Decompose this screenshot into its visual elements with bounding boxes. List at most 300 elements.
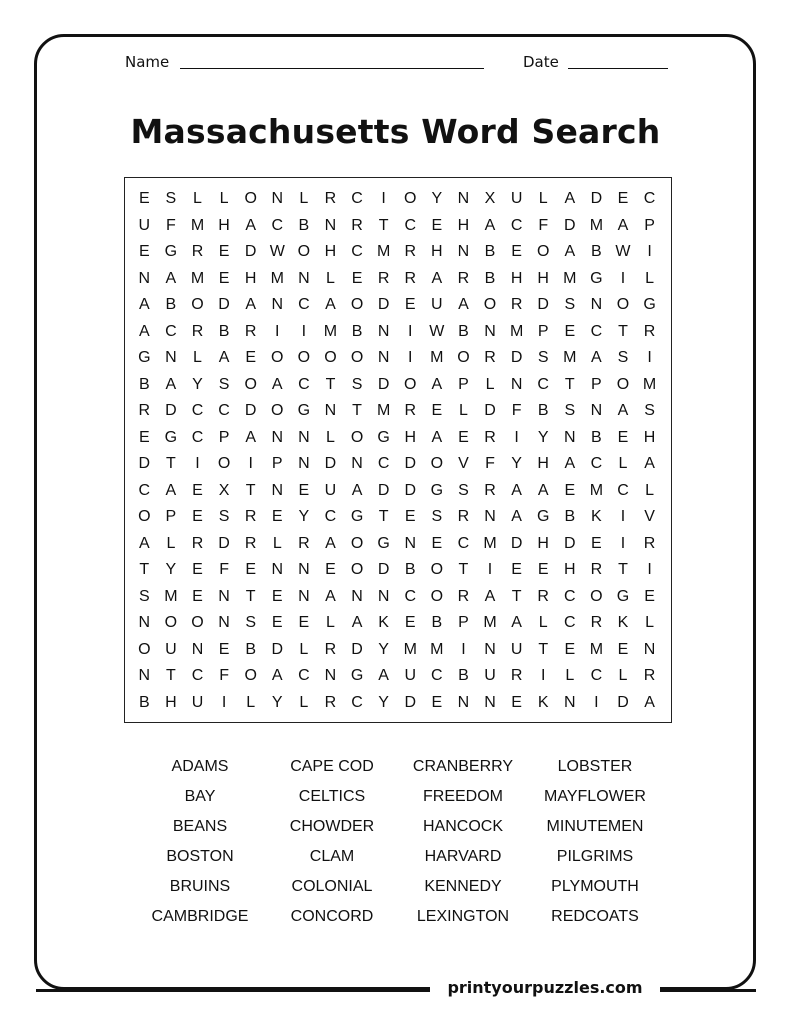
grid-letter[interactable]: V <box>458 455 469 472</box>
grid-letter[interactable]: W <box>269 243 285 260</box>
grid-letter[interactable]: B <box>431 614 443 631</box>
grid-letter[interactable]: I <box>195 455 200 472</box>
grid-letter[interactable]: R <box>404 243 417 260</box>
grid-letter[interactable]: N <box>564 428 576 446</box>
grid-letter[interactable]: E <box>138 243 150 260</box>
grid-letter[interactable]: S <box>537 349 549 366</box>
grid-letter[interactable]: A <box>165 481 177 499</box>
grid-letter[interactable]: M <box>483 534 497 552</box>
grid-letter[interactable]: D <box>244 243 257 260</box>
grid-letter[interactable]: N <box>404 534 417 552</box>
grid-letter[interactable]: A <box>511 614 522 631</box>
grid-letter[interactable]: N <box>564 693 576 711</box>
grid-letter[interactable]: N <box>298 269 310 287</box>
grid-letter[interactable]: R <box>404 402 417 419</box>
grid-letter[interactable]: G <box>164 243 178 260</box>
grid-letter[interactable]: O <box>430 561 444 578</box>
grid-letter[interactable]: O <box>350 561 364 578</box>
grid-letter[interactable]: D <box>165 402 177 419</box>
grid-letter[interactable]: X <box>218 481 230 499</box>
grid-letter[interactable]: L <box>618 667 628 684</box>
grid-letter[interactable]: M <box>376 243 391 260</box>
grid-letter[interactable]: O <box>244 190 257 207</box>
grid-letter[interactable]: E <box>431 216 443 234</box>
grid-letter[interactable]: E <box>511 561 522 578</box>
grid-letter[interactable]: L <box>272 534 282 552</box>
grid-letter[interactable]: L <box>645 614 655 631</box>
grid-letter[interactable]: D <box>564 534 576 552</box>
grid-letter[interactable]: E <box>458 428 469 446</box>
grid-letter[interactable]: R <box>191 243 204 260</box>
grid-letter[interactable]: S <box>351 375 363 393</box>
grid-letter[interactable]: L <box>458 402 468 419</box>
grid-letter[interactable]: N <box>457 190 470 207</box>
grid-letter[interactable]: B <box>404 561 416 578</box>
grid-letter[interactable]: E <box>617 190 629 207</box>
grid-letter[interactable]: N <box>218 614 230 631</box>
grid-letter[interactable]: L <box>219 190 229 207</box>
grid-letter[interactable]: D <box>404 481 417 499</box>
grid-letter[interactable]: B <box>351 322 363 340</box>
grid-letter[interactable]: C <box>191 402 204 419</box>
grid-letter[interactable]: D <box>617 693 629 711</box>
grid-letter[interactable]: G <box>536 508 550 525</box>
grid-letter[interactable]: F <box>538 216 549 234</box>
grid-letter[interactable]: C <box>431 667 443 684</box>
grid-letter[interactable]: E <box>192 508 203 525</box>
grid-letter[interactable]: C <box>298 375 310 393</box>
grid-letter[interactable]: E <box>351 269 363 287</box>
grid-letter[interactable]: M <box>589 216 604 234</box>
grid-letter[interactable]: O <box>324 349 337 366</box>
grid-letter[interactable]: F <box>219 667 229 684</box>
grid-letter[interactable]: I <box>647 349 652 366</box>
grid-letter[interactable]: A <box>511 481 522 499</box>
grid-letter[interactable]: R <box>244 508 257 525</box>
grid-letter[interactable]: I <box>408 322 413 340</box>
grid-letter[interactable]: B <box>165 296 177 313</box>
grid-letter[interactable]: R <box>643 322 656 340</box>
grid-letter[interactable]: A <box>484 587 496 605</box>
grid-letter[interactable]: C <box>351 243 363 260</box>
grid-letter[interactable]: O <box>350 428 364 446</box>
grid-letter[interactable]: D <box>351 640 363 658</box>
grid-letter[interactable]: R <box>404 269 417 287</box>
grid-letter[interactable]: C <box>564 614 576 631</box>
grid-letter[interactable]: N <box>484 693 496 711</box>
grid-letter[interactable]: A <box>325 296 336 313</box>
grid-letter[interactable]: E <box>192 587 203 605</box>
grid-letter[interactable]: N <box>165 349 177 366</box>
grid-letter[interactable]: N <box>377 322 390 340</box>
grid-letter[interactable]: R <box>244 322 257 340</box>
grid-letter[interactable]: D <box>377 481 390 499</box>
grid-letter[interactable]: P <box>271 455 283 472</box>
grid-letter[interactable]: E <box>617 428 629 446</box>
grid-letter[interactable]: P <box>218 428 230 446</box>
grid-letter[interactable]: R <box>138 402 151 419</box>
grid-letter[interactable]: R <box>298 534 310 552</box>
grid-letter[interactable]: A <box>431 269 443 287</box>
grid-letter[interactable]: C <box>457 534 470 552</box>
grid-letter[interactable]: O <box>430 587 444 605</box>
grid-letter[interactable]: E <box>431 402 443 419</box>
grid-letter[interactable]: G <box>430 481 444 499</box>
grid-letter[interactable]: N <box>271 296 284 313</box>
grid-letter[interactable]: N <box>138 667 151 684</box>
grid-letter[interactable]: I <box>647 561 652 578</box>
grid-letter[interactable]: G <box>350 508 364 525</box>
grid-letter[interactable]: R <box>484 428 496 446</box>
grid-letter[interactable]: N <box>510 375 523 393</box>
grid-letter[interactable]: E <box>245 349 256 366</box>
grid-letter[interactable]: O <box>164 614 178 631</box>
grid-letter[interactable]: I <box>514 428 519 446</box>
grid-letter[interactable]: A <box>511 508 522 525</box>
grid-letter[interactable]: P <box>537 322 549 340</box>
grid-letter[interactable]: F <box>166 216 176 234</box>
grid-letter[interactable]: A <box>617 216 629 234</box>
grid-letter[interactable]: G <box>164 428 178 446</box>
grid-letter[interactable]: M <box>642 375 657 393</box>
grid-letter[interactable]: D <box>404 455 417 472</box>
grid-letter[interactable]: D <box>537 296 549 313</box>
grid-letter[interactable]: A <box>537 481 549 499</box>
grid-letter[interactable]: L <box>645 481 655 499</box>
grid-letter[interactable]: P <box>644 216 655 234</box>
grid-letter[interactable]: R <box>351 216 363 234</box>
grid-letter[interactable]: Y <box>537 428 549 446</box>
grid-letter[interactable]: L <box>485 375 495 393</box>
grid-letter[interactable]: S <box>165 190 177 207</box>
grid-letter[interactable]: F <box>511 402 522 419</box>
grid-letter[interactable]: E <box>192 481 203 499</box>
grid-letter[interactable]: Y <box>298 508 310 525</box>
grid-letter[interactable]: C <box>590 322 603 340</box>
grid-letter[interactable]: D <box>510 534 523 552</box>
grid-letter[interactable]: A <box>138 534 150 552</box>
grid-letter[interactable]: L <box>326 614 335 631</box>
grid-letter[interactable]: L <box>326 269 335 287</box>
grid-letter[interactable]: H <box>244 269 257 287</box>
grid-letter[interactable]: C <box>590 667 603 684</box>
grid-letter[interactable]: C <box>617 481 629 499</box>
grid-letter[interactable]: N <box>298 587 310 605</box>
grid-letter[interactable]: E <box>404 508 416 525</box>
grid-letter[interactable]: N <box>298 561 310 578</box>
grid-letter[interactable]: C <box>298 296 310 313</box>
grid-letter[interactable]: L <box>618 455 628 472</box>
grid-letter[interactable]: L <box>565 667 575 684</box>
grid-letter[interactable]: E <box>192 561 203 578</box>
grid-letter[interactable]: N <box>484 508 496 525</box>
grid-letter[interactable]: U <box>191 693 204 711</box>
grid-letter[interactable]: N <box>271 561 284 578</box>
grid-letter[interactable]: L <box>246 693 256 711</box>
grid-letter[interactable]: O <box>590 587 603 605</box>
grid-letter[interactable]: N <box>298 428 310 446</box>
grid-letter[interactable]: H <box>324 243 337 260</box>
grid-letter[interactable]: N <box>377 587 390 605</box>
grid-letter[interactable]: O <box>297 349 311 366</box>
grid-letter[interactable]: E <box>511 693 522 711</box>
grid-letter[interactable]: A <box>245 296 256 313</box>
grid-letter[interactable]: C <box>537 375 549 393</box>
grid-letter[interactable]: N <box>351 455 363 472</box>
grid-letter[interactable]: R <box>324 693 337 711</box>
grid-letter[interactable]: T <box>618 561 628 578</box>
grid-letter[interactable]: N <box>271 190 284 207</box>
grid-letter[interactable]: U <box>165 640 177 658</box>
grid-letter[interactable]: Y <box>431 190 443 207</box>
grid-letter[interactable]: T <box>166 455 176 472</box>
grid-letter[interactable]: M <box>589 481 604 499</box>
grid-letter[interactable]: K <box>617 614 629 631</box>
grid-letter[interactable]: U <box>431 296 443 313</box>
grid-letter[interactable]: H <box>165 693 177 711</box>
grid-letter[interactable]: B <box>484 269 496 287</box>
grid-letter[interactable]: R <box>244 534 257 552</box>
grid-letter[interactable]: A <box>431 428 443 446</box>
grid-letter[interactable]: T <box>538 640 549 658</box>
grid-letter[interactable]: Y <box>192 375 203 393</box>
grid-letter[interactable]: L <box>538 190 548 207</box>
grid-letter[interactable]: T <box>564 375 575 393</box>
date-field-line[interactable] <box>568 68 668 69</box>
grid-letter[interactable]: A <box>591 349 602 366</box>
grid-letter[interactable]: C <box>218 402 230 419</box>
grid-letter[interactable]: H <box>537 269 549 287</box>
grid-letter[interactable]: N <box>643 640 656 658</box>
grid-letter[interactable]: O <box>404 375 417 393</box>
grid-letter[interactable]: L <box>299 693 309 711</box>
grid-letter[interactable]: M <box>563 349 577 366</box>
grid-letter[interactable]: A <box>325 534 336 552</box>
grid-letter[interactable]: D <box>590 190 603 207</box>
grid-letter[interactable]: I <box>248 455 253 472</box>
grid-letter[interactable]: C <box>324 508 337 525</box>
grid-letter[interactable]: A <box>644 693 655 711</box>
grid-letter[interactable]: B <box>245 640 256 658</box>
grid-letter[interactable]: C <box>404 587 417 605</box>
grid-letter[interactable]: U <box>510 190 523 207</box>
grid-letter[interactable]: A <box>351 614 363 631</box>
grid-letter[interactable]: R <box>324 640 337 658</box>
grid-letter[interactable]: A <box>245 216 256 234</box>
grid-letter[interactable]: B <box>564 508 576 525</box>
grid-letter[interactable]: L <box>299 640 309 658</box>
grid-letter[interactable]: T <box>618 322 628 340</box>
grid-letter[interactable]: R <box>590 614 603 631</box>
grid-letter[interactable]: A <box>644 455 655 472</box>
grid-letter[interactable]: D <box>377 561 390 578</box>
grid-letter[interactable]: M <box>403 640 417 658</box>
grid-letter[interactable]: I <box>647 243 652 260</box>
grid-letter[interactable]: R <box>457 587 470 605</box>
grid-letter[interactable]: R <box>537 587 549 605</box>
grid-letter[interactable]: A <box>218 349 230 366</box>
grid-letter[interactable]: O <box>616 296 630 313</box>
grid-letter[interactable]: I <box>620 534 626 552</box>
grid-letter[interactable]: O <box>457 349 470 366</box>
grid-letter[interactable]: S <box>245 614 256 631</box>
grid-letter[interactable]: O <box>217 455 231 472</box>
grid-letter[interactable]: M <box>430 640 444 658</box>
grid-letter[interactable]: E <box>431 534 443 552</box>
grid-letter[interactable]: U <box>404 667 417 684</box>
grid-letter[interactable]: R <box>191 322 204 340</box>
grid-letter[interactable]: E <box>404 614 416 631</box>
grid-letter[interactable]: B <box>218 322 230 340</box>
grid-letter[interactable]: O <box>350 534 364 552</box>
grid-letter[interactable]: C <box>564 587 576 605</box>
grid-letter[interactable]: E <box>218 243 230 260</box>
grid-letter[interactable]: S <box>431 508 443 525</box>
grid-letter[interactable]: N <box>271 428 284 446</box>
grid-letter[interactable]: E <box>298 614 310 631</box>
grid-letter[interactable]: C <box>191 428 204 446</box>
grid-letter[interactable]: R <box>457 269 470 287</box>
grid-letter[interactable]: B <box>458 322 469 340</box>
grid-letter[interactable]: C <box>351 190 363 207</box>
grid-letter[interactable]: T <box>511 587 522 605</box>
grid-letter[interactable]: G <box>616 587 630 605</box>
grid-letter[interactable]: W <box>615 243 631 260</box>
grid-letter[interactable]: C <box>351 693 363 711</box>
grid-letter[interactable]: M <box>483 614 497 631</box>
grid-letter[interactable]: A <box>484 216 496 234</box>
grid-letter[interactable]: T <box>352 402 362 419</box>
grid-letter[interactable]: K <box>591 508 602 525</box>
grid-letter[interactable]: N <box>324 667 337 684</box>
grid-letter[interactable]: B <box>138 375 150 393</box>
grid-letter[interactable]: N <box>138 614 151 631</box>
grid-letter[interactable]: D <box>218 296 230 313</box>
grid-letter[interactable]: L <box>538 614 548 631</box>
grid-letter[interactable]: A <box>165 375 177 393</box>
grid-letter[interactable]: O <box>297 243 311 260</box>
grid-letter[interactable]: O <box>350 296 364 313</box>
grid-letter[interactable]: Y <box>511 455 522 472</box>
grid-letter[interactable]: R <box>324 190 337 207</box>
grid-letter[interactable]: O <box>536 243 550 260</box>
grid-letter[interactable]: W <box>429 322 445 340</box>
grid-letter[interactable]: C <box>643 190 656 207</box>
grid-letter[interactable]: M <box>323 322 338 340</box>
grid-letter[interactable]: R <box>643 534 656 552</box>
grid-letter[interactable]: N <box>324 402 337 419</box>
grid-letter[interactable]: C <box>271 216 284 234</box>
grid-letter[interactable]: E <box>138 190 150 207</box>
grid-letter[interactable]: O <box>483 296 497 313</box>
grid-letter[interactable]: F <box>485 455 495 472</box>
grid-letter[interactable]: H <box>218 216 230 234</box>
grid-letter[interactable]: E <box>564 481 576 499</box>
grid-letter[interactable]: S <box>218 375 230 393</box>
grid-letter[interactable]: L <box>193 190 202 207</box>
grid-letter[interactable]: O <box>244 375 257 393</box>
grid-letter[interactable]: A <box>271 667 283 684</box>
grid-letter[interactable]: G <box>138 349 151 366</box>
grid-letter[interactable]: I <box>487 561 493 578</box>
grid-letter[interactable]: F <box>219 561 229 578</box>
grid-letter[interactable]: X <box>484 190 496 207</box>
grid-letter[interactable]: A <box>378 667 389 684</box>
grid-letter[interactable]: P <box>458 375 469 393</box>
grid-letter[interactable]: C <box>510 216 523 234</box>
grid-letter[interactable]: Y <box>165 561 177 578</box>
grid-letter[interactable]: M <box>589 640 604 658</box>
grid-letter[interactable]: I <box>461 640 466 658</box>
grid-letter[interactable]: P <box>458 614 469 631</box>
grid-letter[interactable]: E <box>591 534 602 552</box>
grid-letter[interactable]: O <box>350 349 364 366</box>
grid-letter[interactable]: D <box>377 375 390 393</box>
grid-letter[interactable]: R <box>590 561 603 578</box>
grid-letter[interactable]: I <box>620 269 626 287</box>
grid-letter[interactable]: A <box>271 375 283 393</box>
grid-letter[interactable]: O <box>191 614 204 631</box>
grid-letter[interactable]: O <box>138 508 151 525</box>
grid-letter[interactable]: E <box>271 508 283 525</box>
grid-letter[interactable]: N <box>298 455 310 472</box>
grid-letter[interactable]: N <box>484 322 496 340</box>
grid-letter[interactable]: C <box>377 455 390 472</box>
grid-letter[interactable]: U <box>138 216 151 234</box>
grid-letter[interactable]: U <box>324 481 337 499</box>
grid-letter[interactable]: N <box>590 296 603 313</box>
grid-letter[interactable]: E <box>218 640 230 658</box>
grid-letter[interactable]: G <box>590 269 603 287</box>
grid-letter[interactable]: I <box>408 349 413 366</box>
grid-letter[interactable]: M <box>430 349 444 366</box>
grid-letter[interactable]: T <box>378 508 389 525</box>
grid-letter[interactable]: B <box>458 667 469 684</box>
grid-letter[interactable]: B <box>298 216 310 234</box>
grid-letter[interactable]: G <box>350 667 364 684</box>
grid-letter[interactable]: R <box>484 481 496 499</box>
grid-letter[interactable]: U <box>510 640 523 658</box>
grid-letter[interactable]: B <box>138 693 150 711</box>
grid-letter[interactable]: S <box>138 587 150 605</box>
grid-letter[interactable]: S <box>617 349 629 366</box>
grid-letter[interactable]: T <box>458 561 469 578</box>
grid-letter[interactable]: L <box>299 190 309 207</box>
grid-letter[interactable]: I <box>275 322 280 340</box>
grid-letter[interactable]: S <box>458 481 469 499</box>
grid-letter[interactable]: T <box>166 667 176 684</box>
grid-letter[interactable]: H <box>564 561 576 578</box>
grid-letter[interactable]: E <box>644 587 655 605</box>
grid-letter[interactable]: C <box>165 322 177 340</box>
grid-letter[interactable]: D <box>138 455 151 472</box>
grid-letter[interactable]: M <box>509 322 524 340</box>
grid-letter[interactable]: T <box>139 561 150 578</box>
grid-letter[interactable]: C <box>298 667 310 684</box>
grid-letter[interactable]: C <box>191 667 204 684</box>
grid-letter[interactable]: H <box>643 428 656 446</box>
grid-letter[interactable]: A <box>458 296 469 313</box>
grid-letter[interactable]: D <box>564 216 576 234</box>
grid-letter[interactable]: L <box>166 534 176 552</box>
grid-letter[interactable]: E <box>271 614 283 631</box>
grid-letter[interactable]: B <box>537 402 549 419</box>
grid-letter[interactable]: S <box>564 402 576 419</box>
grid-letter[interactable]: G <box>643 296 656 313</box>
grid-letter[interactable]: R <box>484 349 496 366</box>
grid-letter[interactable]: O <box>430 455 444 472</box>
grid-letter[interactable]: N <box>324 216 337 234</box>
